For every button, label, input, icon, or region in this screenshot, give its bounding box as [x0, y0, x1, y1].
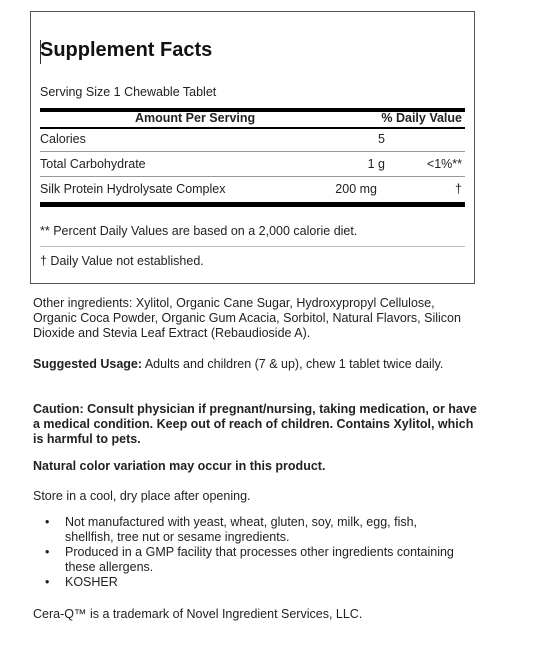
other-ingredients: Other ingredients: Xylitol, Organic Cane Sugar, Hydroxypropyl Cellulose, Organic Coca Powder, Organic Gum Acacia, Sorbitol, Natural Flavors, Silicon Dioxide and Stevia Leaf Extract (Rebaudioside A). [33, 296, 461, 340]
nutrient-dv: † [455, 182, 462, 196]
usage-text: Adults and children (7 & up), chew 1 tablet twice daily. [142, 357, 444, 371]
nutrient-amount: 200 mg [335, 182, 377, 196]
list-item-text: KOSHER [65, 575, 118, 589]
bullet-icon: • [45, 515, 50, 529]
list-item [33, 545, 463, 575]
footnote-not-established: † Daily Value not established. [40, 254, 204, 268]
list-item-text: Not manufactured with yeast, wheat, gluten, soy, milk, egg, fish, shellfish, tree nut or sesame ingredients. [65, 515, 418, 544]
facts-row [40, 180, 465, 198]
list-item-text: Produced in a GMP facility that processes other ingredients containing these allergens. [65, 545, 454, 574]
supplement-facts-panel [30, 11, 475, 284]
nutrient-dv: <1%** [426, 157, 462, 171]
usage-label: Suggested Usage: [33, 357, 143, 371]
caution-text: Caution: Consult physician if pregnant/nursing, taking medication, or have a medical condition. Keep out of reach of children. Contains Xylitol, which is harmful to pets. [33, 402, 477, 446]
footnote-divider [40, 246, 465, 247]
serving-size: Serving Size 1 Chewable Tablet [40, 85, 217, 99]
facts-row [40, 130, 465, 148]
thick-divider-bottom [40, 202, 465, 207]
list-item [33, 515, 463, 545]
nutrient-amount: 1 g [367, 157, 385, 171]
facts-row [40, 155, 465, 173]
color-variation-note: Natural color variation may occur in this product. [33, 459, 326, 473]
nutrient-name: Total Carbohydrate [40, 157, 146, 171]
trademark-notice: Cera-Q™ is a trademark of Novel Ingredient Services, LLC. [33, 607, 363, 621]
nutrient-amount: 5 [378, 132, 385, 146]
row-divider [40, 176, 465, 177]
header-divider [40, 127, 465, 129]
bullet-icon: • [45, 545, 50, 559]
list-item [33, 575, 463, 590]
footnote-daily-values: ** Percent Daily Values are based on a 2,000 calorie diet. [40, 224, 358, 238]
storage-instructions: Store in a cool, dry place after opening. [33, 489, 251, 503]
allergen-list [33, 515, 463, 590]
nutrient-name: Silk Protein Hydrolysate Complex [40, 182, 226, 196]
bullet-icon: • [45, 575, 50, 589]
facts-title: Supplement Facts [40, 39, 213, 61]
row-divider [40, 151, 465, 152]
nutrient-name: Calories [40, 132, 86, 146]
suggested-usage [33, 357, 478, 372]
amount-header: Amount Per Serving [135, 111, 256, 125]
daily-value-header: % Daily Value [381, 111, 462, 125]
